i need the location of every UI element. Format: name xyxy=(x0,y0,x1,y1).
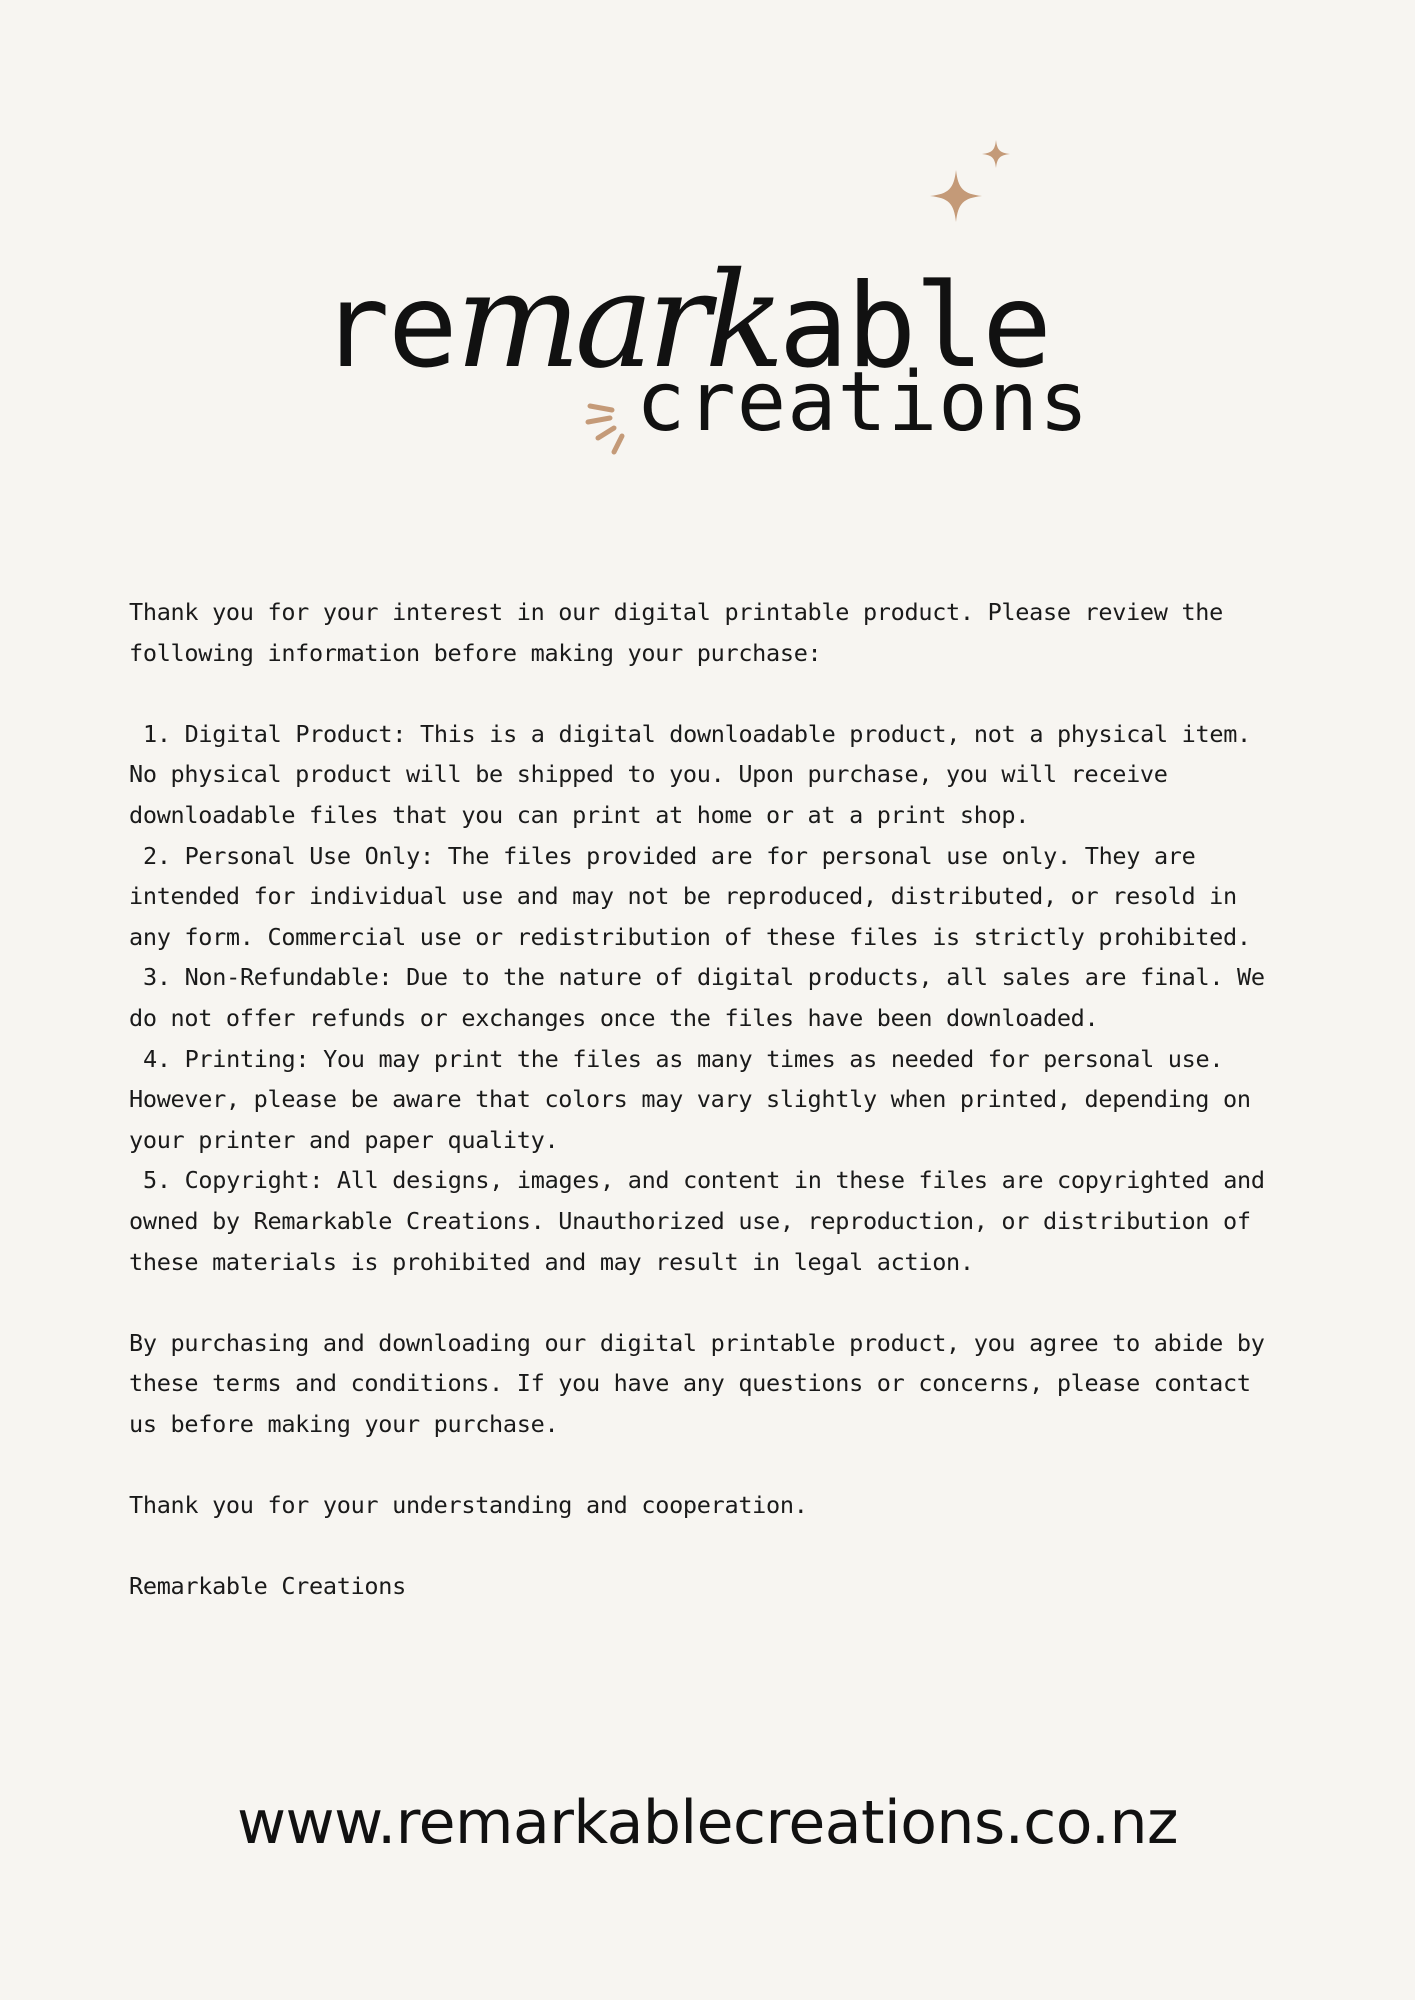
term-item xyxy=(129,836,1289,958)
rays-icon xyxy=(582,392,642,462)
brand-logo xyxy=(320,130,1100,470)
term-number: 5. xyxy=(143,1166,171,1195)
term-item xyxy=(129,714,1289,836)
term-number: 1. xyxy=(143,719,171,748)
term-text: Due to the nature of digital products, all sales are final. We do not offer refunds or exchanges once the files have been downloaded. xyxy=(129,963,1265,1032)
term-text: You may print the files as many times as needed for personal use. However, please be aware that colors may vary slightly when printed, depending on your printer and paper quality. xyxy=(129,1044,1251,1154)
logo-subtitle: creations xyxy=(636,355,1090,450)
term-title: Non-Refundable: xyxy=(184,963,393,992)
logo-word-end: able xyxy=(778,259,1050,394)
term-title: Personal Use Only: xyxy=(184,841,434,870)
term-text: The files provided are for personal use only. They are intended for individual use and may not be reproduced, distributed, or resold in any form. Commercial use or redistribution of these files is strictly prohibited. xyxy=(129,841,1251,951)
term-item xyxy=(129,1160,1289,1282)
thanks-paragraph: Thank you for your understanding and cooperation. xyxy=(129,1491,808,1520)
signature: Remarkable Creations xyxy=(129,1572,406,1601)
intro-paragraph: Thank you for your interest in our digital printable product. Please review the following information before making your purchase: xyxy=(129,598,1224,667)
term-text: All designs, images, and content in these files are copyrighted and owned by Remarkable Creations. Unauthorized use, reproduction, or distribution of these materials is prohibited and may result in legal action. xyxy=(129,1166,1265,1276)
website-url: www.remarkablecreations.co.nz xyxy=(236,1788,1179,1858)
agreement-paragraph: By purchasing and downloading our digital printable product, you agree to abide by these terms and conditions. If you have any questions or concerns, please contact us before making your purchase. xyxy=(129,1328,1265,1438)
term-number: 4. xyxy=(143,1044,171,1073)
term-title: Printing: xyxy=(184,1044,310,1073)
term-number: 3. xyxy=(143,963,171,992)
term-item xyxy=(129,957,1289,1038)
logo-word-start: re xyxy=(320,259,456,394)
term-number: 2. xyxy=(143,841,171,870)
term-item xyxy=(129,1039,1289,1161)
term-title: Copyright: xyxy=(184,1166,324,1195)
term-text: This is a digital downloadable product, not a physical item. No physical product will be shipped to you. Upon purchase, you will receive downloadable files that you can print at home or at a print shop. xyxy=(129,719,1251,829)
terms-list xyxy=(129,714,1289,1282)
term-title: Digital Product: xyxy=(184,719,407,748)
sparkle-small-icon xyxy=(982,140,1010,168)
logo-word-script: mark xyxy=(455,244,779,398)
terms-content xyxy=(129,592,1289,1607)
sparkle-large-icon xyxy=(930,170,982,222)
